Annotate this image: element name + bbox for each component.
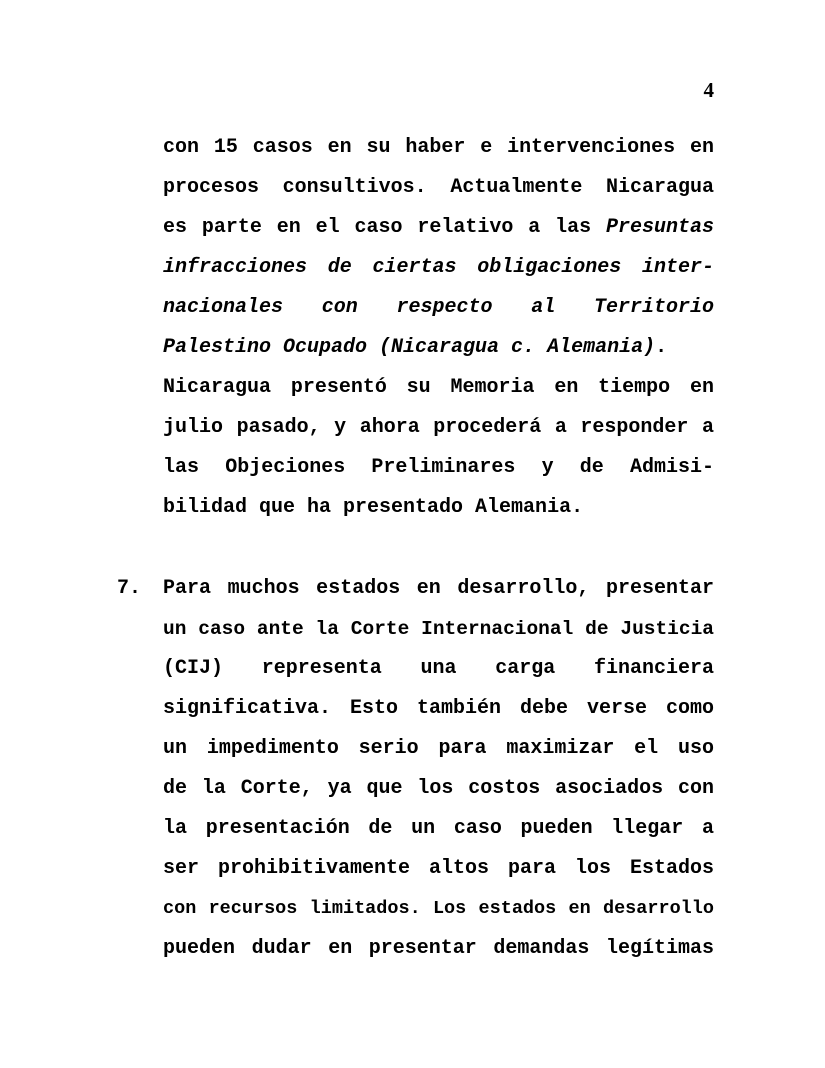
paragraph-line-text: es parte en el caso relativo a las [163, 216, 606, 239]
paragraph-line: julio pasado, y ahora procederá a responder a [163, 416, 714, 439]
paragraph-line-text: . [655, 336, 668, 359]
paragraph-line: Para muchos estados en desarrollo, presentar [163, 577, 714, 600]
paragraph-line: la presentación de un caso pueden llegar a [163, 817, 714, 840]
paragraph-continued [163, 128, 714, 528]
paragraph-line: Nicaragua presentó su Memoria en tiempo en [163, 376, 714, 399]
paragraph-line: un impedimento serio para maximizar el uso [163, 737, 714, 760]
paragraph-line [163, 208, 714, 248]
paragraph-number: 7. [117, 577, 142, 600]
paragraph-line: bilidad que ha presentado Alemania. [163, 496, 584, 519]
case-title-italic: nacionales con respecto al Territorio [163, 296, 714, 319]
paragraph-line: con recursos limitados. Los estados en desarrollo [163, 898, 714, 919]
paragraph-line: procesos consultivos. Actualmente Nicaragua [163, 176, 714, 199]
case-title-italic: Presuntas [605, 216, 714, 239]
paragraph-line: con 15 casos en su haber e intervenciones en [163, 136, 714, 159]
case-title-italic: infracciones de ciertas obligaciones inter- [163, 256, 714, 279]
paragraph-line: (CIJ) representa una carga financiera [163, 657, 714, 680]
case-title-italic: Palestino Ocupado (Nicaragua c. Alemania) [163, 336, 656, 359]
paragraph-line [163, 328, 714, 368]
paragraph-line: significativa. Esto también debe verse como [163, 697, 714, 720]
paragraph-line: un caso ante la Corte Internacional de Justicia [163, 618, 714, 640]
paragraph-line: de la Corte, ya que los costos asociados con [163, 777, 714, 800]
paragraph-7 [163, 569, 714, 969]
paragraph-line: ser prohibitivamente altos para los Estados [163, 857, 714, 880]
paragraph-line: pueden dudar en presentar demandas legítimas [163, 937, 714, 960]
paragraph-line: las Objeciones Preliminares y de Admisi- [163, 456, 714, 479]
page-number: 4 [703, 78, 714, 102]
